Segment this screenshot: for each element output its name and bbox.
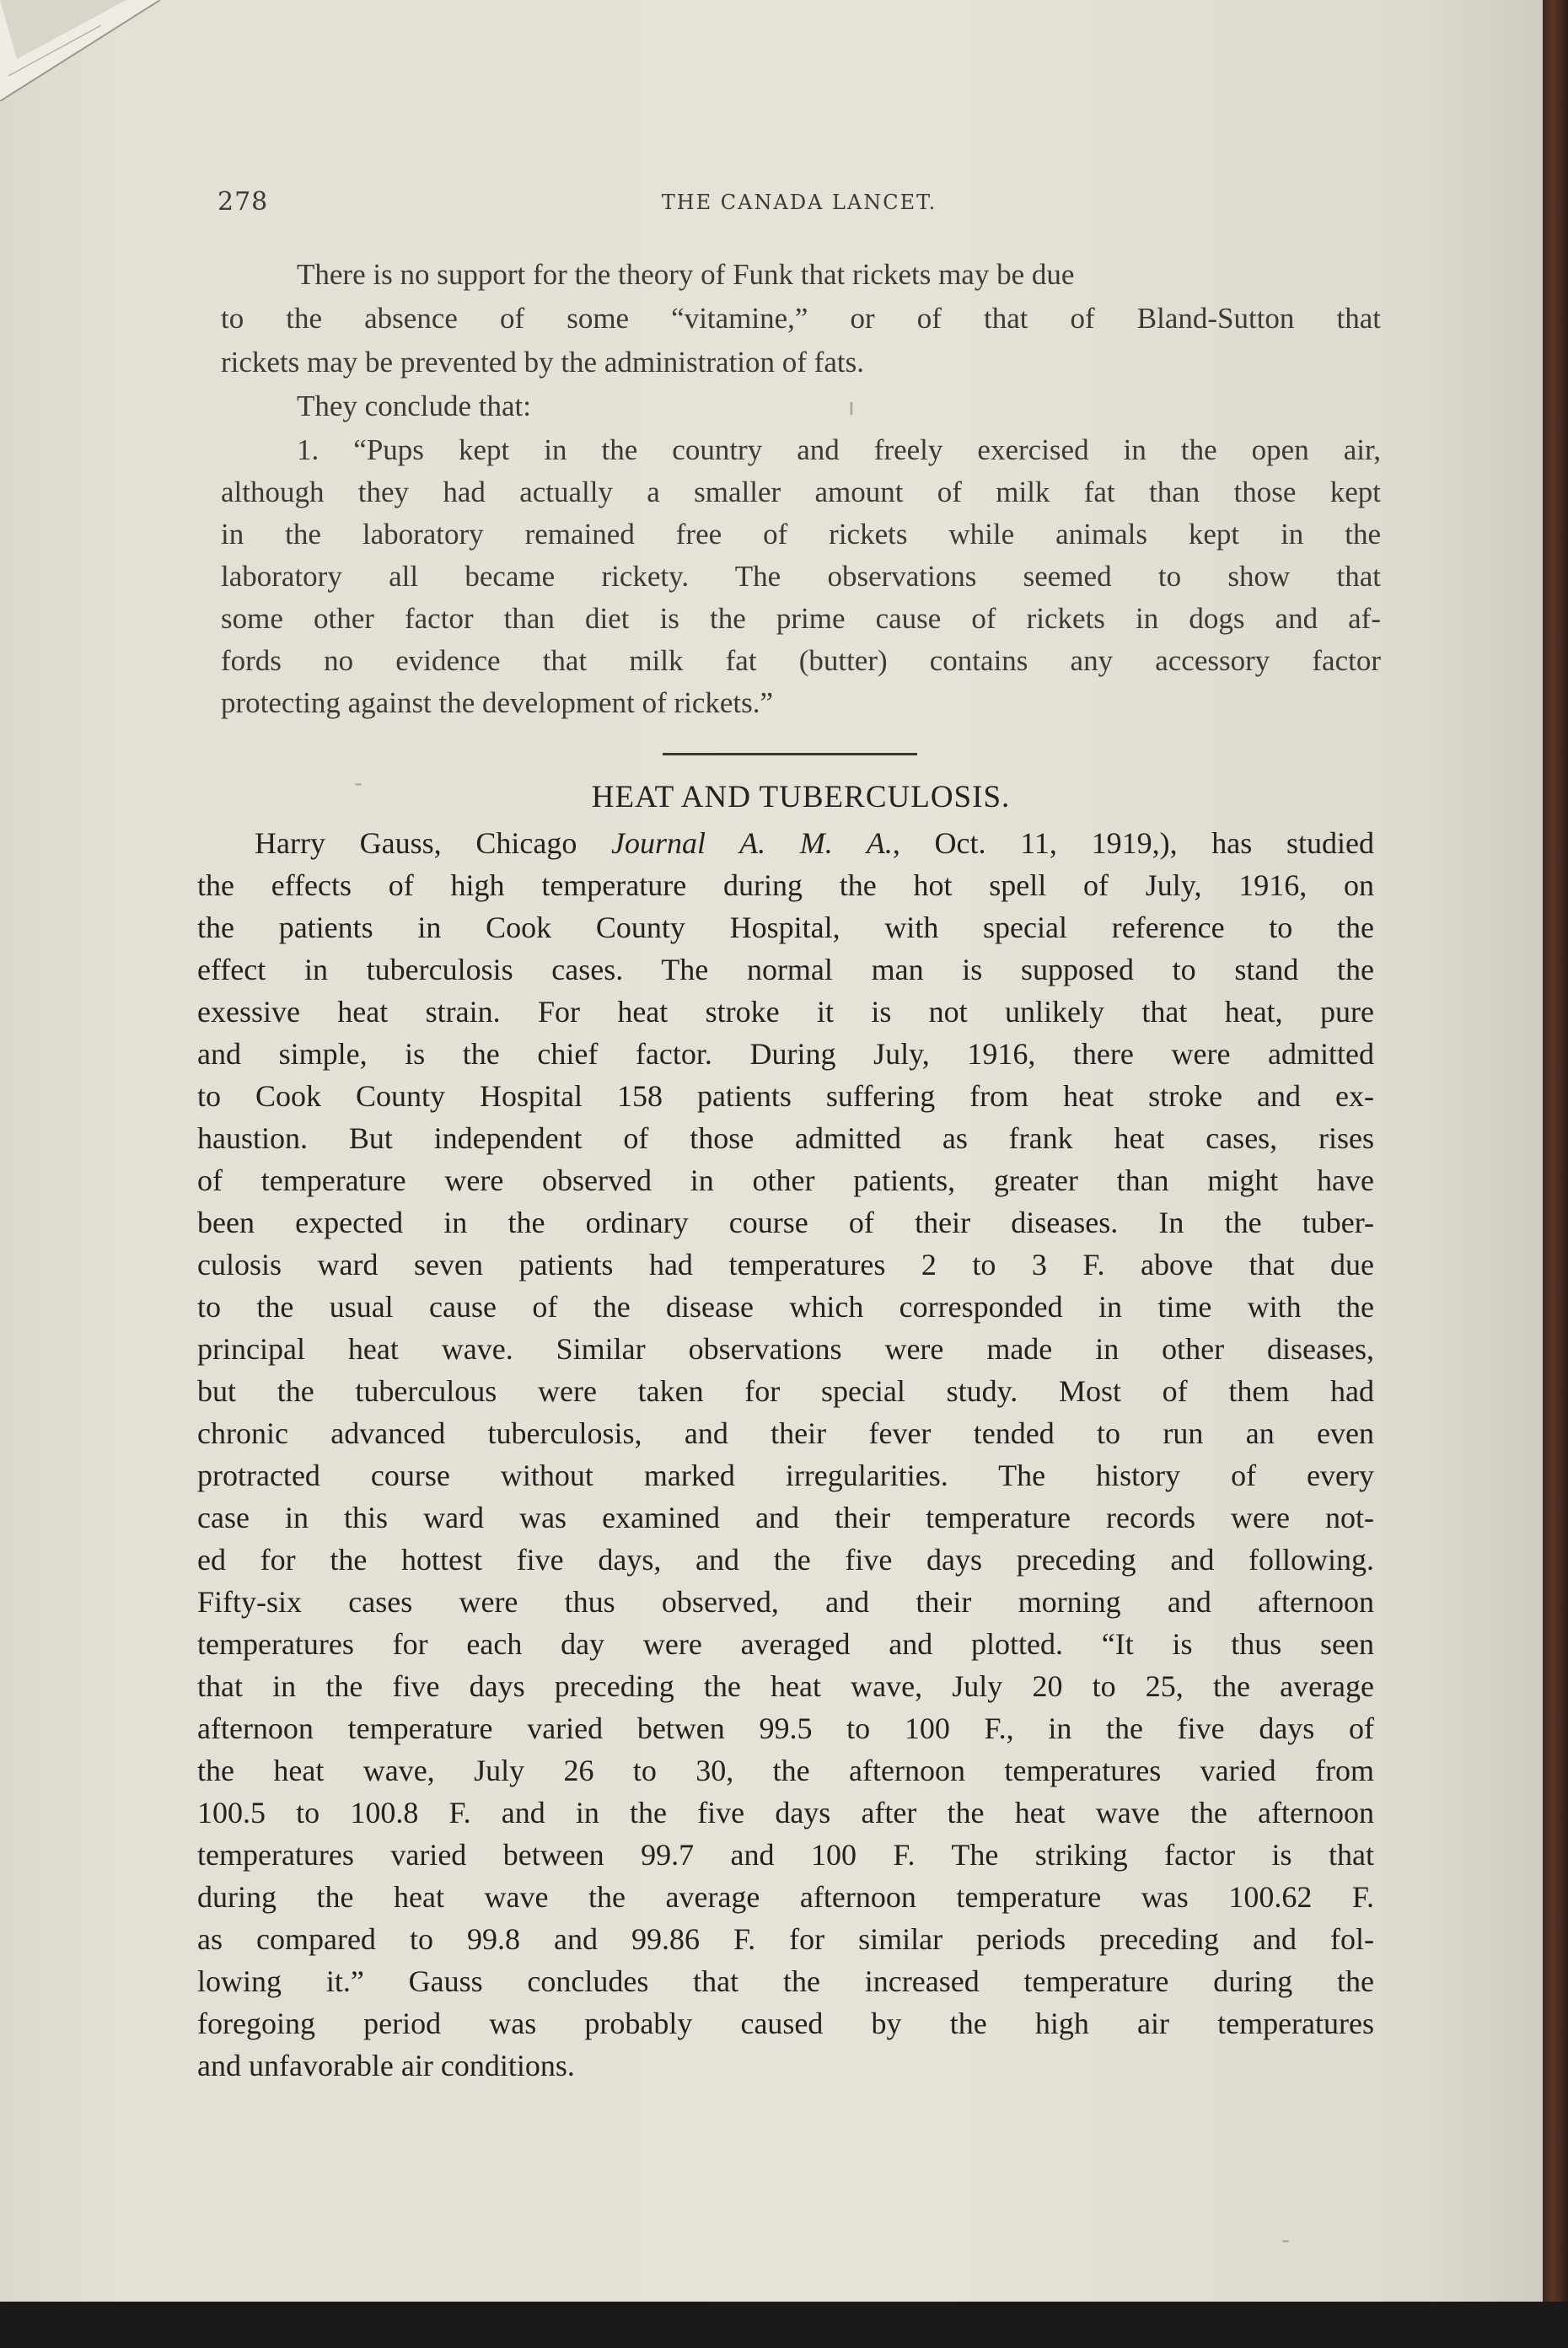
page-header (217, 187, 1381, 221)
text-line (255, 826, 1374, 860)
journal-title: Journal A. M. A. (611, 826, 893, 860)
text-line: 1. “Pups kept in the country and freely exercised in the open air, (297, 433, 1381, 466)
text-line: been expected in the ordinary course of their diseases. In the tuber- (197, 1206, 1374, 1239)
text-line: fords no evidence that milk fat (butter) contains any accessory factor (221, 644, 1381, 677)
text-line: to the absence of some “vitamine,” or of that of Bland-Sutton that (221, 302, 1381, 335)
text-line: laboratory all became rickety. The observations seemed to show that (221, 560, 1381, 593)
text-line: rickets may be prevented by the administration of fats. (221, 346, 864, 379)
text-line: as compared to 99.8 and 99.86 F. for similar periods preceding and fol- (197, 1922, 1374, 1956)
margin-tick: - (1281, 2226, 1291, 2254)
text-line: and unfavorable air conditions. (197, 2049, 575, 2082)
text-line: the patients in Cook County Hospital, with special reference to the (197, 911, 1374, 944)
text-line: that in the five days preceding the heat wave, July 20 to 25, the average (197, 1669, 1374, 1703)
text-line: temperatures varied between 99.7 and 100 F. The striking factor is that (197, 1838, 1374, 1872)
text-fragment: Harry Gauss, Chicago (255, 826, 612, 860)
text-fragment: , Oct. 11, 1919,), has studied (892, 826, 1374, 860)
text-line: haustion. But independent of those admitted as frank heat cases, rises (197, 1121, 1374, 1155)
text-line: There is no support for the theory of Funk that rickets may be due (297, 258, 1075, 291)
folded-corner (0, 0, 160, 101)
section-divider (663, 753, 917, 755)
text-line: but the tuberculous were taken for special study. Most of them had (197, 1374, 1374, 1408)
scan-background (0, 2302, 1568, 2348)
text-line: some other factor than diet is the prime cause of rickets in dogs and af- (221, 602, 1381, 635)
page-number: 278 (217, 187, 269, 217)
text-line: temperatures for each day were averaged and plotted. “It is thus seen (197, 1627, 1374, 1661)
text-line: and simple, is the chief factor. During July, 1916, there were admitted (197, 1037, 1374, 1071)
text-line: to Cook County Hospital 158 patients suffering from heat stroke and ex- (197, 1079, 1374, 1113)
text-line: although they had actually a smaller amount of milk fat than those kept (221, 476, 1381, 508)
text-line: foregoing period was probably caused by the high air temperatures (197, 2007, 1374, 2040)
text-line: the effects of high temperature during the hot spell of July, 1916, on (197, 868, 1374, 902)
text-line: case in this ward was examined and their temperature records were not- (197, 1501, 1374, 1534)
margin-tick: ı (848, 393, 855, 421)
text-line: to the usual cause of the disease which corresponded in time with the (197, 1290, 1374, 1324)
text-line: lowing it.” Gauss concludes that the increased temperature during the (197, 1964, 1374, 1998)
text-line: Fifty-six cases were thus observed, and their morning and afternoon (197, 1585, 1374, 1619)
text-line: chronic advanced tuberculosis, and their fever tended to run an even (197, 1416, 1374, 1450)
text-line: They conclude that: (297, 390, 531, 422)
text-line: ed for the hottest five days, and the five days preceding and following. (197, 1543, 1374, 1577)
section-heading: HEAT AND TUBERCULOSIS. (591, 780, 1011, 814)
text-line: effect in tuberculosis cases. The normal man is supposed to stand the (197, 953, 1374, 986)
text-line: exessive heat strain. For heat stroke it is not unlikely that heat, pure (197, 995, 1374, 1029)
margin-tick: - (354, 769, 363, 797)
text-line: in the laboratory remained free of rickets while animals kept in the (221, 518, 1381, 551)
text-line: the heat wave, July 26 to 30, the afternoon temperatures varied from (197, 1754, 1374, 1787)
text-line: protracted course without marked irregularities. The history of every (197, 1459, 1374, 1492)
text-line: afternoon temperature varied betwen 99.5 to 100 F., in the five days of (197, 1711, 1374, 1745)
book-spine-edge (1543, 0, 1568, 2348)
text-line: culosis ward seven patients had temperatures 2 to 3 F. above that due (197, 1248, 1374, 1281)
text-line: protecting against the development of rickets.” (221, 686, 774, 719)
text-line: 100.5 to 100.8 F. and in the five days after the heat wave the afternoon (197, 1796, 1374, 1830)
text-line: of temperature were observed in other patients, greater than might have (197, 1163, 1374, 1197)
text-line: during the heat wave the average afternoon temperature was 100.62 F. (197, 1880, 1374, 1914)
running-title: THE CANADA LANCET. (661, 191, 937, 214)
text-line: principal heat wave. Similar observations were made in other diseases, (197, 1332, 1374, 1366)
